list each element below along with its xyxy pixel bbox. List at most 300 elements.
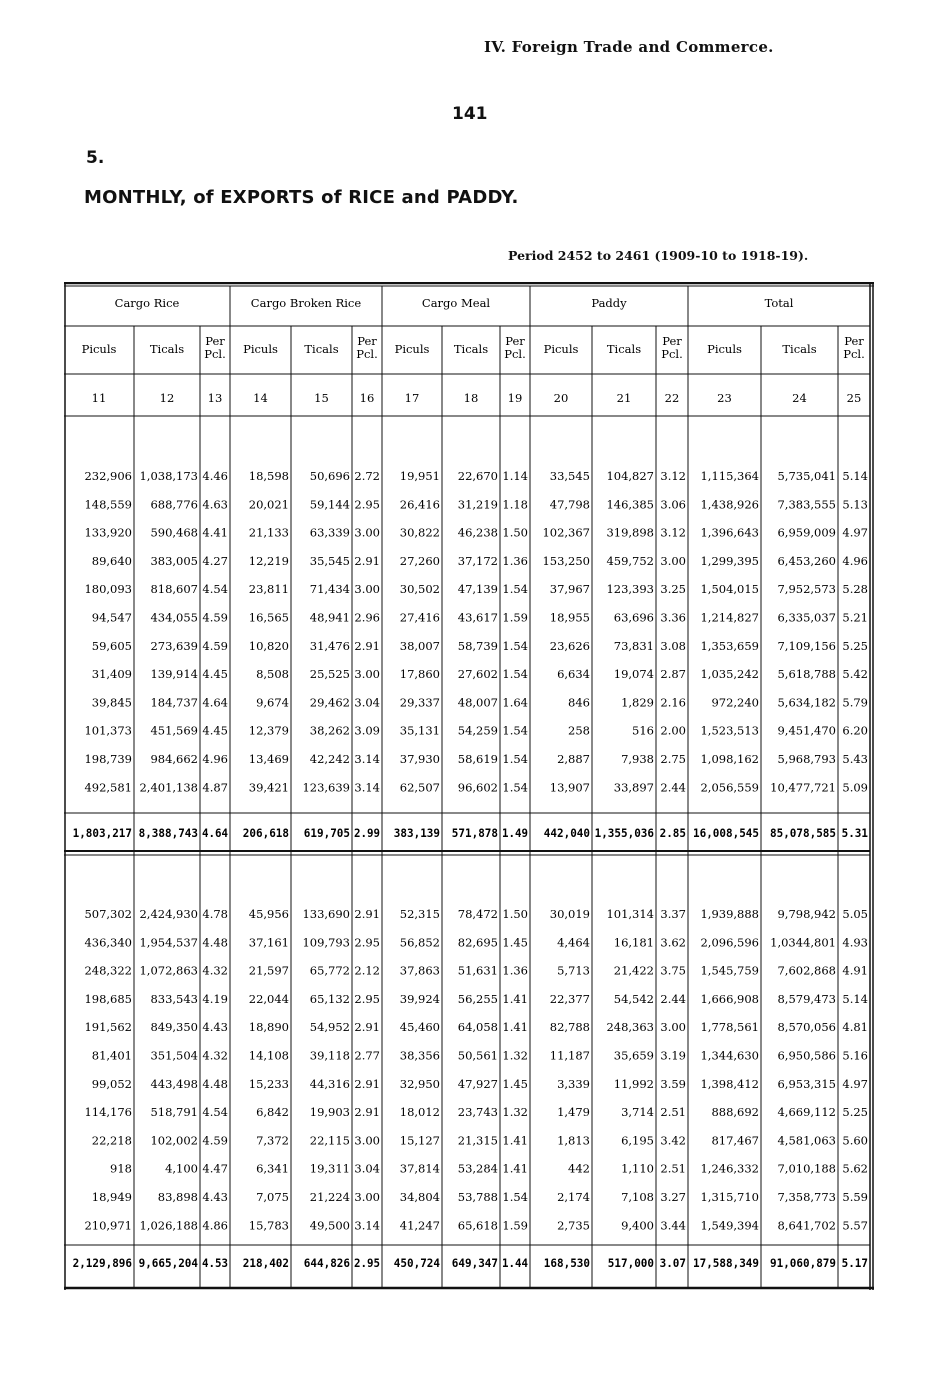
table-cell: 23,626 xyxy=(549,638,590,653)
table-cell: 18,955 xyxy=(549,610,590,625)
table-cell: 2.91 xyxy=(354,907,380,921)
table-cell: 1,0344,801 xyxy=(770,935,836,950)
column-header: Ticals xyxy=(149,342,185,356)
table-cell: 436,340 xyxy=(84,935,132,950)
table-cell: 109,793 xyxy=(302,935,350,950)
column-header: Per xyxy=(357,334,377,348)
table-cell: 37,161 xyxy=(248,935,289,950)
table-cell: 30,019 xyxy=(549,907,590,921)
table-cell: 1,545,759 xyxy=(700,963,759,978)
total-cell: 442,040 xyxy=(543,826,591,840)
table-cell: 2.87 xyxy=(660,667,686,682)
table-cell: 4.59 xyxy=(202,610,228,625)
table-cell: 5.09 xyxy=(842,780,868,795)
table-cell: 3.04 xyxy=(354,1161,380,1176)
table-cell: 1,072,863 xyxy=(139,963,198,978)
table-cell: 50,696 xyxy=(309,469,350,483)
table-cell: 1,549,394 xyxy=(700,1218,759,1233)
table-cell: 5.13 xyxy=(842,497,868,512)
table-cell: 46,238 xyxy=(457,525,498,540)
table-cell: 2.44 xyxy=(660,780,686,795)
table-cell: 58,739 xyxy=(457,638,498,653)
table-cell: 5.25 xyxy=(842,1105,868,1120)
table-cell: 1.54 xyxy=(502,638,528,653)
table-cell: 3.14 xyxy=(354,752,380,766)
table-cell: 1,035,242 xyxy=(700,667,759,682)
table-cell: 2.77 xyxy=(354,1048,380,1063)
total-cell: 91,060,879 xyxy=(770,1256,837,1270)
table-cell: 1,110 xyxy=(621,1161,654,1176)
column-header: Piculs xyxy=(243,342,278,356)
total-cell: 1.49 xyxy=(502,826,529,840)
table-cell: 1,344,630 xyxy=(700,1048,759,1063)
table-cell: 1,666,908 xyxy=(700,991,759,1006)
period-label: Period 2452 to 2461 (1909-10 to 1918-19). xyxy=(508,248,809,263)
table-cell: 32,950 xyxy=(399,1076,440,1091)
table-cell: 94,547 xyxy=(91,610,132,625)
table-cell: 3.00 xyxy=(354,1133,380,1148)
table-cell: 1.41 xyxy=(502,1020,528,1035)
table-cell: 47,139 xyxy=(457,582,498,597)
column-number: 14 xyxy=(253,391,268,405)
table-cell: 833,543 xyxy=(150,991,198,1006)
table-cell: 13,907 xyxy=(549,780,590,795)
table-cell: 38,356 xyxy=(399,1048,440,1063)
table-cell: 48,007 xyxy=(457,695,498,710)
table-cell: 4.41 xyxy=(202,525,228,540)
table-cell: 47,798 xyxy=(549,497,590,512)
table-cell: 3.44 xyxy=(660,1218,686,1233)
table-cell: 22,218 xyxy=(91,1133,132,1148)
table-cell: 153,250 xyxy=(542,553,590,568)
table-cell: 3,714 xyxy=(621,1105,654,1120)
table-cell: 4.43 xyxy=(202,1190,228,1204)
table-cell: 4.97 xyxy=(842,1076,868,1091)
table-cell: 3.75 xyxy=(660,963,686,978)
table-cell: 63,339 xyxy=(309,525,350,540)
table-cell: 83,898 xyxy=(157,1190,198,1204)
table-cell: 96,602 xyxy=(457,780,498,795)
table-cell: 7,952,573 xyxy=(777,582,836,597)
table-cell: 133,690 xyxy=(302,907,350,921)
table-cell: 518,791 xyxy=(150,1105,198,1120)
table-cell: 139,914 xyxy=(150,667,198,682)
table-cell: 1,038,173 xyxy=(139,469,198,483)
table-cell: 1.54 xyxy=(502,752,528,766)
table-cell: 19,951 xyxy=(399,469,440,483)
table-cell: 21,315 xyxy=(457,1133,498,1148)
table-cell: 3.04 xyxy=(354,695,380,710)
table-cell: 6,195 xyxy=(621,1133,654,1148)
table-cell: 52,315 xyxy=(399,907,440,921)
table-cell: 4.87 xyxy=(202,780,228,795)
table-cell: 59,605 xyxy=(91,638,132,653)
table-cell: 1.36 xyxy=(502,553,528,568)
table-cell: 2.51 xyxy=(660,1105,686,1120)
table-cell: 44,316 xyxy=(309,1076,350,1091)
table-cell: 248,322 xyxy=(84,963,132,978)
table-cell: 3.00 xyxy=(354,525,380,540)
total-cell: 3.07 xyxy=(659,1256,687,1270)
total-cell: 17,588,349 xyxy=(693,1256,760,1270)
table-cell: 4.48 xyxy=(202,1076,228,1091)
table-cell: 4.63 xyxy=(202,497,228,512)
table-cell: 1.50 xyxy=(502,525,528,540)
table-cell: 11,187 xyxy=(549,1048,590,1063)
table-cell: 4.78 xyxy=(202,907,228,921)
table-cell: 5.14 xyxy=(842,991,868,1006)
column-header: Per xyxy=(844,334,864,348)
table-cell: 3.62 xyxy=(660,935,686,950)
group-header: Paddy xyxy=(591,296,627,310)
table-cell: 16,181 xyxy=(613,935,654,950)
table-cell: 1,299,395 xyxy=(700,553,759,568)
table-cell: 507,302 xyxy=(84,907,132,921)
table-cell: 2.91 xyxy=(354,638,380,653)
table-cell: 6,959,009 xyxy=(777,525,836,540)
table-cell: 6,953,315 xyxy=(777,1076,836,1091)
table-cell: 248,363 xyxy=(606,1020,654,1035)
column-number: 15 xyxy=(314,391,329,405)
table-cell: 2.44 xyxy=(660,991,686,1006)
table-cell: 45,956 xyxy=(248,907,289,921)
table-cell: 15,233 xyxy=(248,1076,289,1091)
table-cell: 2.00 xyxy=(660,723,686,738)
table-cell: 4.46 xyxy=(202,469,228,483)
column-number: 11 xyxy=(91,391,107,405)
table-cell: 3.12 xyxy=(660,525,686,540)
total-cell: 2,129,896 xyxy=(72,1256,133,1270)
column-number: 20 xyxy=(553,391,569,405)
table-cell: 82,695 xyxy=(457,935,498,950)
total-cell: 517,000 xyxy=(607,1256,655,1270)
group-header: Cargo Rice xyxy=(114,296,180,310)
table-cell: 2,056,559 xyxy=(700,780,759,795)
table-cell: 33,897 xyxy=(613,780,654,795)
table-cell: 7,358,773 xyxy=(777,1190,836,1204)
table-cell: 1.54 xyxy=(502,780,528,795)
column-number: 12 xyxy=(159,391,175,405)
column-header: Piculs xyxy=(394,342,430,356)
table-cell: 3.00 xyxy=(354,667,380,682)
table-cell: 459,752 xyxy=(606,553,654,568)
table-cell: 7,372 xyxy=(256,1133,289,1148)
table-cell: 443,498 xyxy=(150,1076,198,1091)
table-cell: 3.25 xyxy=(660,582,686,597)
column-header: Ticals xyxy=(782,342,817,356)
table-cell: 89,640 xyxy=(91,553,132,568)
table-cell: 849,350 xyxy=(150,1020,198,1035)
table-cell: 21,133 xyxy=(248,525,289,540)
table-cell: 48,941 xyxy=(309,610,350,625)
table-cell: 5.05 xyxy=(842,907,868,921)
table-cell: 5,713 xyxy=(557,963,590,978)
total-cell: 5.31 xyxy=(841,826,869,840)
total-cell: 1.44 xyxy=(502,1256,529,1270)
table-cell: 1.32 xyxy=(502,1105,528,1120)
table-cell: 590,468 xyxy=(150,525,198,540)
table-cell: 37,814 xyxy=(399,1161,440,1176)
table-cell: 5.79 xyxy=(842,695,868,710)
table-cell: 5.25 xyxy=(842,638,868,653)
total-cell: 383,139 xyxy=(393,826,441,840)
table-cell: 1,523,513 xyxy=(700,723,759,738)
table-cell: 30,822 xyxy=(399,525,440,540)
total-cell: 206,618 xyxy=(242,826,290,840)
table-cell: 99,052 xyxy=(91,1076,132,1091)
table-cell: 4.45 xyxy=(202,723,228,738)
table-cell: 33,545 xyxy=(549,469,590,483)
table-cell: 7,010,188 xyxy=(777,1161,836,1176)
column-number: 24 xyxy=(792,391,807,405)
table-cell: 5.14 xyxy=(842,469,868,483)
table-cell: 6,453,260 xyxy=(777,553,836,568)
table-cell: 1.36 xyxy=(502,963,528,978)
table-cell: 1.32 xyxy=(502,1048,528,1063)
table-cell: 41,247 xyxy=(399,1218,440,1233)
table-cell: 1.59 xyxy=(502,610,528,625)
total-cell: 4.53 xyxy=(202,1256,229,1270)
table-cell: 8,641,702 xyxy=(777,1218,836,1233)
table-cell: 54,542 xyxy=(613,991,654,1006)
table-cell: 59,144 xyxy=(309,497,350,512)
table-cell: 11,992 xyxy=(613,1076,654,1091)
table-cell: 22,670 xyxy=(457,469,498,483)
table-cell: 9,400 xyxy=(621,1218,654,1233)
column-header: Per xyxy=(662,334,682,348)
table-cell: 23,811 xyxy=(248,582,289,597)
table-cell: 31,219 xyxy=(457,497,498,512)
table-cell: 54,952 xyxy=(309,1020,350,1035)
column-header: Piculs xyxy=(81,342,117,356)
table-number: 5. xyxy=(86,148,105,168)
table-cell: 3.00 xyxy=(660,1020,686,1035)
table-cell: 29,462 xyxy=(309,695,350,710)
table-cell: 4.54 xyxy=(202,582,228,597)
table-cell: 104,827 xyxy=(606,469,654,483)
column-number: 13 xyxy=(207,391,223,405)
table-cell: 5,735,041 xyxy=(777,469,836,483)
total-cell: 85,078,585 xyxy=(770,826,837,840)
table-cell: 1,479 xyxy=(557,1105,590,1120)
table-cell: 3.09 xyxy=(354,723,380,738)
table-cell: 5.16 xyxy=(842,1048,868,1063)
column-header: Per xyxy=(205,334,225,348)
table-cell: 5,634,182 xyxy=(777,695,836,710)
table-cell: 1,939,888 xyxy=(700,907,759,921)
table-cell: 37,172 xyxy=(457,553,498,568)
column-number: 16 xyxy=(359,391,375,405)
table-cell: 21,597 xyxy=(248,963,289,978)
table-cell: 1.18 xyxy=(502,497,528,512)
table-cell: 4.32 xyxy=(202,963,228,978)
total-cell: 619,705 xyxy=(303,826,351,840)
table-cell: 4,100 xyxy=(165,1161,198,1176)
table-cell: 78,472 xyxy=(457,907,498,921)
table-cell: 146,385 xyxy=(606,497,654,512)
table-cell: 35,545 xyxy=(309,553,350,568)
table-cell: 4,669,112 xyxy=(777,1105,836,1120)
column-number: 18 xyxy=(463,391,479,405)
table-cell: 39,845 xyxy=(91,695,132,710)
table-cell: 6.20 xyxy=(842,723,868,738)
table-cell: 27,602 xyxy=(457,667,498,682)
table-cell: 1.41 xyxy=(502,1161,528,1176)
table-cell: 2.51 xyxy=(660,1161,686,1176)
table-cell: 3.37 xyxy=(660,907,686,921)
table-cell: 7,938 xyxy=(621,752,654,766)
group-header: Cargo Broken Rice xyxy=(250,296,362,310)
table-cell: 6,634 xyxy=(557,667,590,682)
table-cell: 4.91 xyxy=(842,963,868,978)
table-cell: 38,262 xyxy=(309,723,350,738)
table-cell: 123,393 xyxy=(606,582,654,597)
table-cell: 26,416 xyxy=(399,497,440,512)
table-cell: 15,783 xyxy=(248,1218,289,1233)
column-header: Pcl. xyxy=(843,347,865,361)
table-cell: 1,398,412 xyxy=(700,1076,759,1091)
table-cell: 2.95 xyxy=(354,935,380,950)
table-cell: 7,109,156 xyxy=(777,638,836,653)
table-cell: 492,581 xyxy=(84,780,132,795)
table-cell: 2,887 xyxy=(557,752,590,766)
table-cell: 2,096,596 xyxy=(700,935,759,950)
table-cell: 12,379 xyxy=(248,723,289,738)
table-cell: 5,618,788 xyxy=(777,667,836,682)
table-cell: 10,477,721 xyxy=(770,780,836,795)
column-number: 21 xyxy=(616,391,632,405)
table-cell: 3.59 xyxy=(660,1076,686,1091)
table-cell: 688,776 xyxy=(150,497,198,512)
total-cell: 2.95 xyxy=(354,1256,381,1270)
table-cell: 27,260 xyxy=(399,553,440,568)
table-cell: 3.12 xyxy=(660,469,686,483)
table-cell: 6,341 xyxy=(256,1161,289,1176)
table-cell: 319,898 xyxy=(606,525,654,540)
table-cell: 4.54 xyxy=(202,1105,228,1120)
table-cell: 34,804 xyxy=(399,1190,440,1204)
table-cell: 2.12 xyxy=(354,963,380,978)
table-cell: 2.95 xyxy=(354,991,380,1006)
table-cell: 56,852 xyxy=(399,935,440,950)
column-header: Pcl. xyxy=(204,347,226,361)
column-number: 22 xyxy=(664,391,680,405)
table-cell: 2.91 xyxy=(354,553,380,568)
table-cell: 5.42 xyxy=(842,667,868,682)
table-cell: 2,735 xyxy=(557,1218,590,1233)
page-number: 141 xyxy=(452,104,488,124)
table-cell: 21,422 xyxy=(613,963,654,978)
table-cell: 7,383,555 xyxy=(777,497,836,512)
table-cell: 65,618 xyxy=(457,1218,498,1233)
table-cell: 123,639 xyxy=(302,780,350,795)
table-cell: 9,451,470 xyxy=(777,723,836,738)
column-number: 25 xyxy=(846,391,862,405)
total-cell: 644,826 xyxy=(303,1256,351,1270)
table-cell: 5.59 xyxy=(842,1190,868,1204)
table-cell: 42,242 xyxy=(309,752,350,766)
table-cell: 3.27 xyxy=(660,1190,686,1204)
group-header: Cargo Meal xyxy=(421,296,491,310)
table-cell: 2,174 xyxy=(557,1190,590,1204)
table-cell: 4.81 xyxy=(842,1020,868,1035)
table-cell: 54,259 xyxy=(457,723,498,738)
table-cell: 8,508 xyxy=(256,667,289,682)
table-cell: 5.21 xyxy=(842,610,868,625)
table-cell: 22,377 xyxy=(549,991,590,1006)
table-cell: 35,659 xyxy=(613,1048,654,1063)
total-cell: 1,355,036 xyxy=(594,826,655,840)
table-cell: 29,337 xyxy=(399,695,440,710)
table-cell: 18,012 xyxy=(399,1105,440,1120)
table-cell: 232,906 xyxy=(84,469,132,483)
table-cell: 1,778,561 xyxy=(700,1020,759,1035)
table-cell: 18,598 xyxy=(248,469,289,483)
table-cell: 17,860 xyxy=(399,667,440,682)
table-cell: 4.86 xyxy=(202,1218,228,1233)
table-cell: 3,339 xyxy=(557,1076,590,1091)
table-cell: 22,115 xyxy=(309,1133,350,1148)
total-cell: 4.64 xyxy=(202,826,229,840)
table-cell: 984,662 xyxy=(150,752,198,766)
column-header: Pcl. xyxy=(661,347,683,361)
total-cell: 2.99 xyxy=(354,826,381,840)
table-cell: 4.19 xyxy=(202,991,228,1006)
table-cell: 3.00 xyxy=(660,553,686,568)
table-cell: 1,115,364 xyxy=(700,469,759,483)
table-cell: 1,813 xyxy=(557,1133,590,1148)
table-cell: 4.96 xyxy=(202,752,228,766)
table-cell: 7,108 xyxy=(621,1190,654,1204)
table-cell: 191,562 xyxy=(84,1020,132,1035)
total-cell: 5.17 xyxy=(841,1256,869,1270)
table-cell: 18,890 xyxy=(248,1020,289,1035)
column-header: Ticals xyxy=(304,342,339,356)
column-number: 23 xyxy=(717,391,732,405)
table-cell: 35,131 xyxy=(399,723,440,738)
table-cell: 5.43 xyxy=(842,752,868,766)
table-cell: 1,829 xyxy=(621,695,654,710)
section-title: IV. Foreign Trade and Commerce. xyxy=(484,38,774,56)
table-cell: 2.91 xyxy=(354,1105,380,1120)
table-cell: 21,224 xyxy=(309,1190,350,1204)
exports-table xyxy=(64,282,874,1292)
table-cell: 1.50 xyxy=(502,907,528,921)
table-cell: 184,737 xyxy=(150,695,198,710)
total-cell: 9,665,204 xyxy=(138,1256,199,1270)
table-cell: 51,631 xyxy=(457,963,498,978)
table-cell: 58,619 xyxy=(457,752,498,766)
table-cell: 4.47 xyxy=(202,1161,228,1176)
table-cell: 5.60 xyxy=(842,1133,868,1148)
table-cell: 1.45 xyxy=(502,935,528,950)
table-cell: 4.32 xyxy=(202,1048,228,1063)
table-cell: 1,396,643 xyxy=(700,525,759,540)
table-cell: 3.00 xyxy=(354,582,380,597)
table-cell: 273,639 xyxy=(150,638,198,653)
table-cell: 50,561 xyxy=(457,1048,498,1063)
table-cell: 5.62 xyxy=(842,1161,868,1176)
table-cell: 13,469 xyxy=(248,752,289,766)
table-cell: 16,565 xyxy=(248,610,289,625)
table-cell: 37,863 xyxy=(399,963,440,978)
table-cell: 258 xyxy=(568,723,590,738)
table-cell: 53,284 xyxy=(457,1161,498,1176)
table-cell: 43,617 xyxy=(457,610,498,625)
table-cell: 2.91 xyxy=(354,1076,380,1091)
table-cell: 442 xyxy=(568,1161,590,1176)
table-cell: 2,424,930 xyxy=(139,907,198,921)
